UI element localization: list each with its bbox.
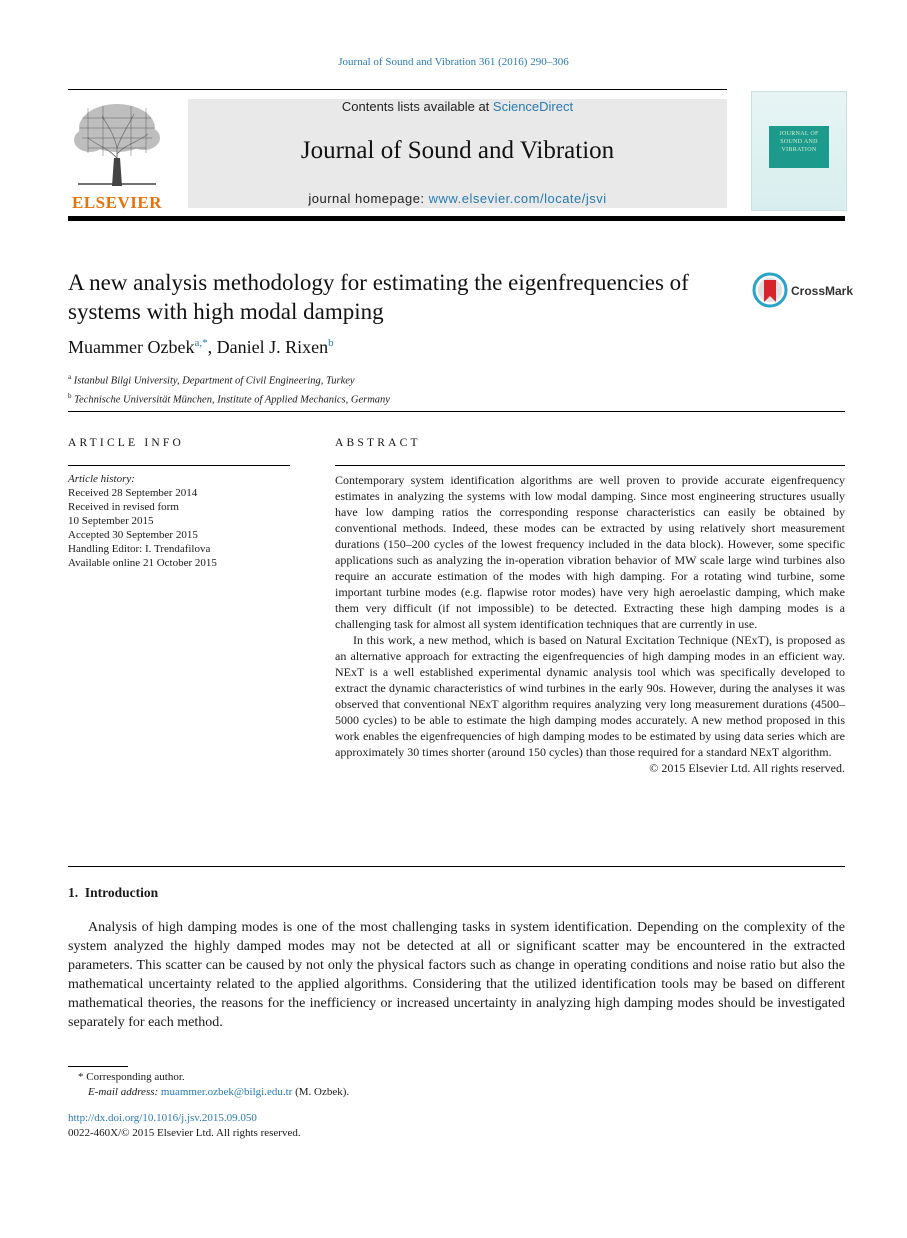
author-list (68, 337, 334, 358)
crossmark-label: CrossMark (791, 284, 854, 298)
email-label: E-mail address: (88, 1086, 161, 1098)
homepage-link[interactable]: www.elsevier.com/locate/jsvi (428, 191, 607, 206)
abstract-paragraph-2: In this work, a new method, which is based on Natural Excitation Technique (NExT), is proposed as an alternative approach for extracting the eigenfrequencies of high damping modes in an efficient way. NExT is a well established experimental dynamic analysis tool which was specifically developed to extract the dynamic characteristics of wind turbines in the early 90s. However, during the analyses it was observed that conventional NExT algorithm requires analyzing very long measurement durations (4500–5000 cycles) to be able to estimate the high damping modes accurately. A new method proposed in this work enables the eigenfrequencies of high damping modes to be estimated by using data series which are approximately 30 times shorter (around 150 cycles) than those required for a standard NExT algorithm. (335, 633, 845, 759)
footnote-rule (68, 1066, 128, 1067)
affiliations-rule (68, 411, 845, 412)
homepage-line (188, 191, 727, 206)
crossmark-badge[interactable] (752, 272, 852, 312)
elsevier-wordmark: ELSEVIER (72, 193, 162, 212)
journal-cover-thumbnail[interactable] (751, 91, 847, 211)
abstract-copyright: © 2015 Elsevier Ltd. All rights reserved. (649, 761, 845, 775)
journal-title: Journal of Sound and Vibration (300, 137, 615, 164)
author-separator: , (207, 337, 217, 357)
author-2-affil-marker[interactable]: b (328, 337, 334, 349)
contents-line (188, 99, 727, 114)
corresponding-author-note: * Corresponding author. (78, 1071, 185, 1083)
abstract-paragraph-1: Contemporary system identification algorithms are well proven to provide accurate eigenfrequency estimates in analyzing the systems with low modal damping. Since most engineering structures usually have low damping ratios the corresponding response characteristics can easily be obtained by conventional methods. Indeed, these modes can be extracted by using relatively short measurement durations (150–200 cycles of the lowest frequency included in the data block). However, some specific applications such as analyzing the in-operation vibration behavior of MW scale large wind turbines also require an accurate estimation of the modes with high damping. For a rotating wind turbine, some important turbine modes (e.g. flapwise rotor modes) have very high aeroelastic damping, which make them very difficult (if not impossible) to be detected. Extracting these high damping modes is a challenging task for almost all system identification techniques that are currently in use. (335, 473, 845, 631)
history-item: Handling Editor: I. Trendafilova (68, 543, 211, 555)
affiliation-a-marker: a (68, 373, 72, 381)
journal-banner (188, 99, 727, 208)
affiliation-b-marker: b (68, 391, 72, 400)
history-item: Available online 21 October 2015 (68, 557, 217, 569)
header-top-rule (68, 89, 727, 90)
email-suffix: (M. Ozbek). (292, 1086, 350, 1098)
header-bottom-rule (68, 216, 845, 221)
doi-link[interactable]: http://dx.doi.org/10.1016/j.jsv.2015.09.050 (68, 1112, 257, 1124)
author-1-affil-marker[interactable]: a,* (194, 337, 208, 349)
article-info-heading: ARTICLE INFO (68, 437, 184, 449)
history-item: 10 September 2015 (68, 515, 154, 527)
journal-citation[interactable]: Journal of Sound and Vibration 361 (2016) 290–306 (338, 56, 569, 68)
contents-prefix: Contents lists available at (341, 99, 493, 114)
history-label: Article history: (68, 473, 135, 485)
article-info-rule (68, 465, 290, 466)
affiliation-a (68, 370, 390, 389)
affiliation-a-text: Istanbul Bilgi University, Department of Civil Engineering, Turkey (73, 375, 355, 387)
affiliation-b (68, 389, 390, 408)
footnotes (68, 1070, 349, 1100)
sciencedirect-link[interactable]: ScienceDirect (492, 99, 574, 114)
abstract-heading: ABSTRACT (335, 437, 421, 449)
email-link[interactable]: muammer.ozbek@bilgi.edu.tr (160, 1086, 293, 1098)
front-matter-rule (68, 866, 845, 867)
abstract-body (335, 472, 845, 776)
article-footer (68, 1111, 301, 1141)
article-history (68, 472, 290, 570)
issn-copyright: 0022-460X/© 2015 Elsevier Ltd. All rights reserved. (68, 1127, 301, 1139)
homepage-prefix: journal homepage: (308, 191, 429, 206)
introduction-paragraph: Analysis of high damping modes is one of the most challenging tasks in system identification. Depending on the complexity of the system analyzed the highly damped modes may not be detected at all or significant scatter may be encountered in the extracted parameters. This scatter can be caused by not only the physical factors such as change in operating conditions and noise ratio but also the mathematical uncertainty related to the applied algorithms. Considering that the utilized identification tools may be based on different mathematical theories, the reasons for the inefficiency or increased uncertainty in analyzing high damping modes should be investigated separately for each method. (68, 920, 845, 1030)
history-item: Received 28 September 2014 (68, 487, 198, 499)
cover-title-text: JOURNAL OF SOUND AND VIBRATION (779, 131, 819, 153)
crossmark-icon (752, 272, 788, 308)
history-item: Received in revised form (68, 501, 179, 513)
affiliation-b-text: Technische Universität München, Institute of Applied Mechanics, Germany (74, 394, 390, 405)
abstract-rule (335, 465, 845, 466)
elsevier-tree-icon (68, 98, 166, 188)
author-1-name: Muammer Ozbek (68, 337, 195, 357)
author-2-name: Daniel J. Rixen (216, 337, 329, 357)
history-item: Accepted 30 September 2015 (68, 529, 198, 541)
section-heading-introduction: 1. Introduction (68, 885, 159, 900)
email-note (68, 1085, 349, 1100)
elsevier-logo[interactable] (68, 98, 166, 210)
article-title: A new analysis methodology for estimating the eigenfrequencies of systems with high modal damping (68, 270, 689, 324)
affiliations (68, 370, 390, 407)
